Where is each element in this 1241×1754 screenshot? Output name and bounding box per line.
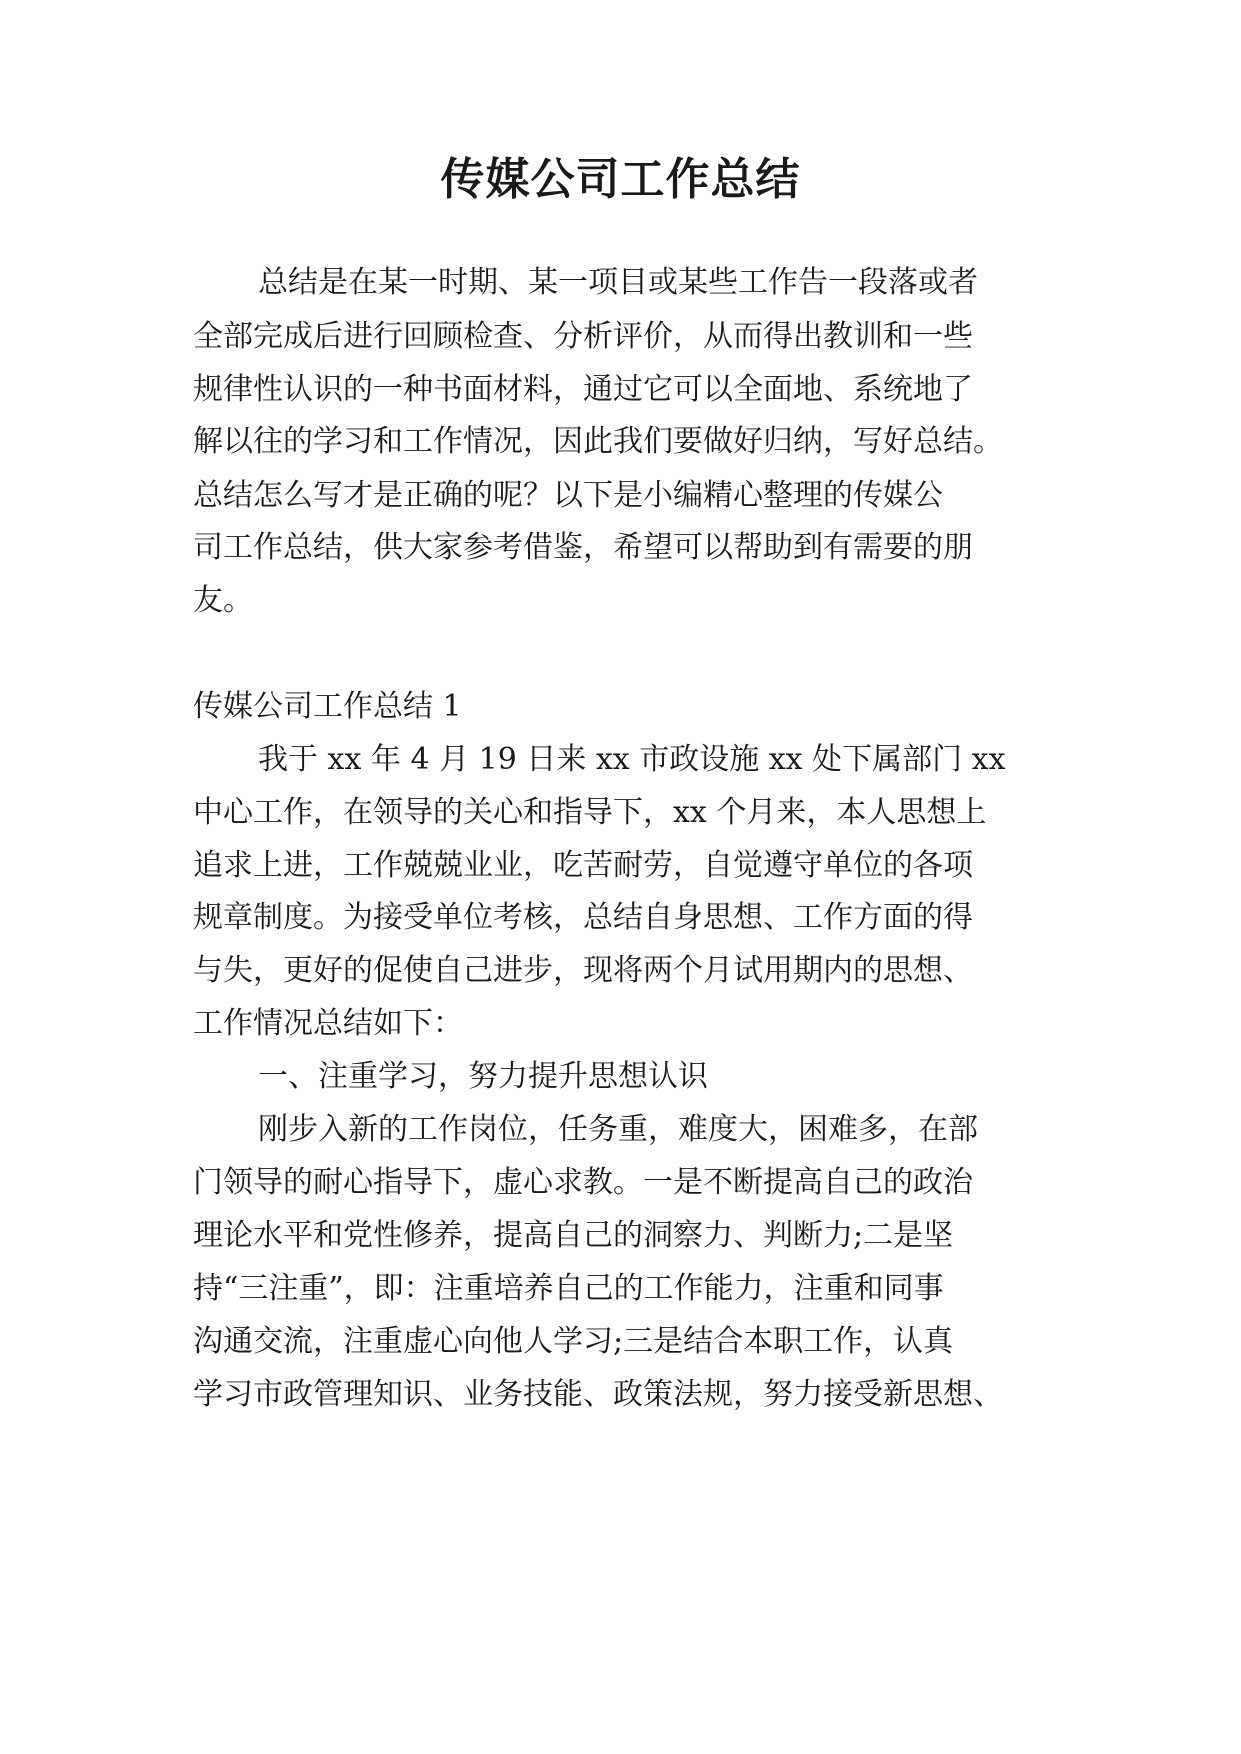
intro-line-4: 解以往的学习和工作情况，因此我们要做好归纳，写好总结。 (193, 424, 1003, 459)
intro-line-5: 总结怎么写才是正确的呢？以下是小编精心整理的传媒公 (193, 478, 943, 513)
para2-line-3: 理论水平和党性修养，提高自己的洞察力、判断力;二是坚 (193, 1218, 954, 1253)
para2-line-5: 沟通交流，注重虚心向他人学习;三是结合本职工作，认真 (193, 1324, 954, 1359)
para1-line-4: 规章制度。为接受单位考核，总结自身思想、工作方面的得 (193, 900, 973, 935)
para1-line-6: 工作情况总结如下： (193, 1006, 463, 1041)
para1-line-1: 我于 xx 年 4 月 19 日来 xx 市政设施 xx 处下属部门 xx (258, 742, 1006, 777)
section-heading: 传媒公司工作总结 1 (193, 689, 462, 724)
intro-line-1: 总结是在某一时期、某一项目或某些工作告一段落或者 (258, 265, 978, 300)
intro-line-3: 规律性认识的一种书面材料，通过它可以全面地、系统地了 (193, 372, 973, 407)
intro-line-7: 友。 (193, 583, 253, 618)
document-title: 传媒公司工作总结 (440, 154, 801, 205)
intro-line-2: 全部完成后进行回顾检查、分析评价，从而得出教训和一些 (193, 319, 973, 354)
intro-line-6: 司工作总结，供大家参考借鉴，希望可以帮助到有需要的朋 (193, 530, 973, 565)
para1-line-5: 与失，更好的促使自己进步，现将两个月试用期内的思想、 (193, 953, 973, 988)
para2-line-4: 持“三注重”，即：注重培养自己的工作能力，注重和同事 (193, 1271, 944, 1306)
para1-line-2: 中心工作，在领导的关心和指导下，xx 个月来，本人思想上 (193, 795, 987, 830)
subheading: 一、注重学习，努力提升思想认识 (258, 1059, 708, 1094)
para1-line-3: 追求上进，工作兢兢业业，吃苦耐劳，自觉遵守单位的各项 (193, 848, 973, 883)
para2-line-2: 门领导的耐心指导下，虚心求教。一是不断提高自己的政治 (193, 1165, 973, 1200)
para2-line-1: 刚步入新的工作岗位，任务重，难度大，困难多，在部 (258, 1112, 978, 1147)
para2-line-6: 学习市政管理知识、业务技能、政策法规，努力接受新思想、 (193, 1377, 1003, 1412)
